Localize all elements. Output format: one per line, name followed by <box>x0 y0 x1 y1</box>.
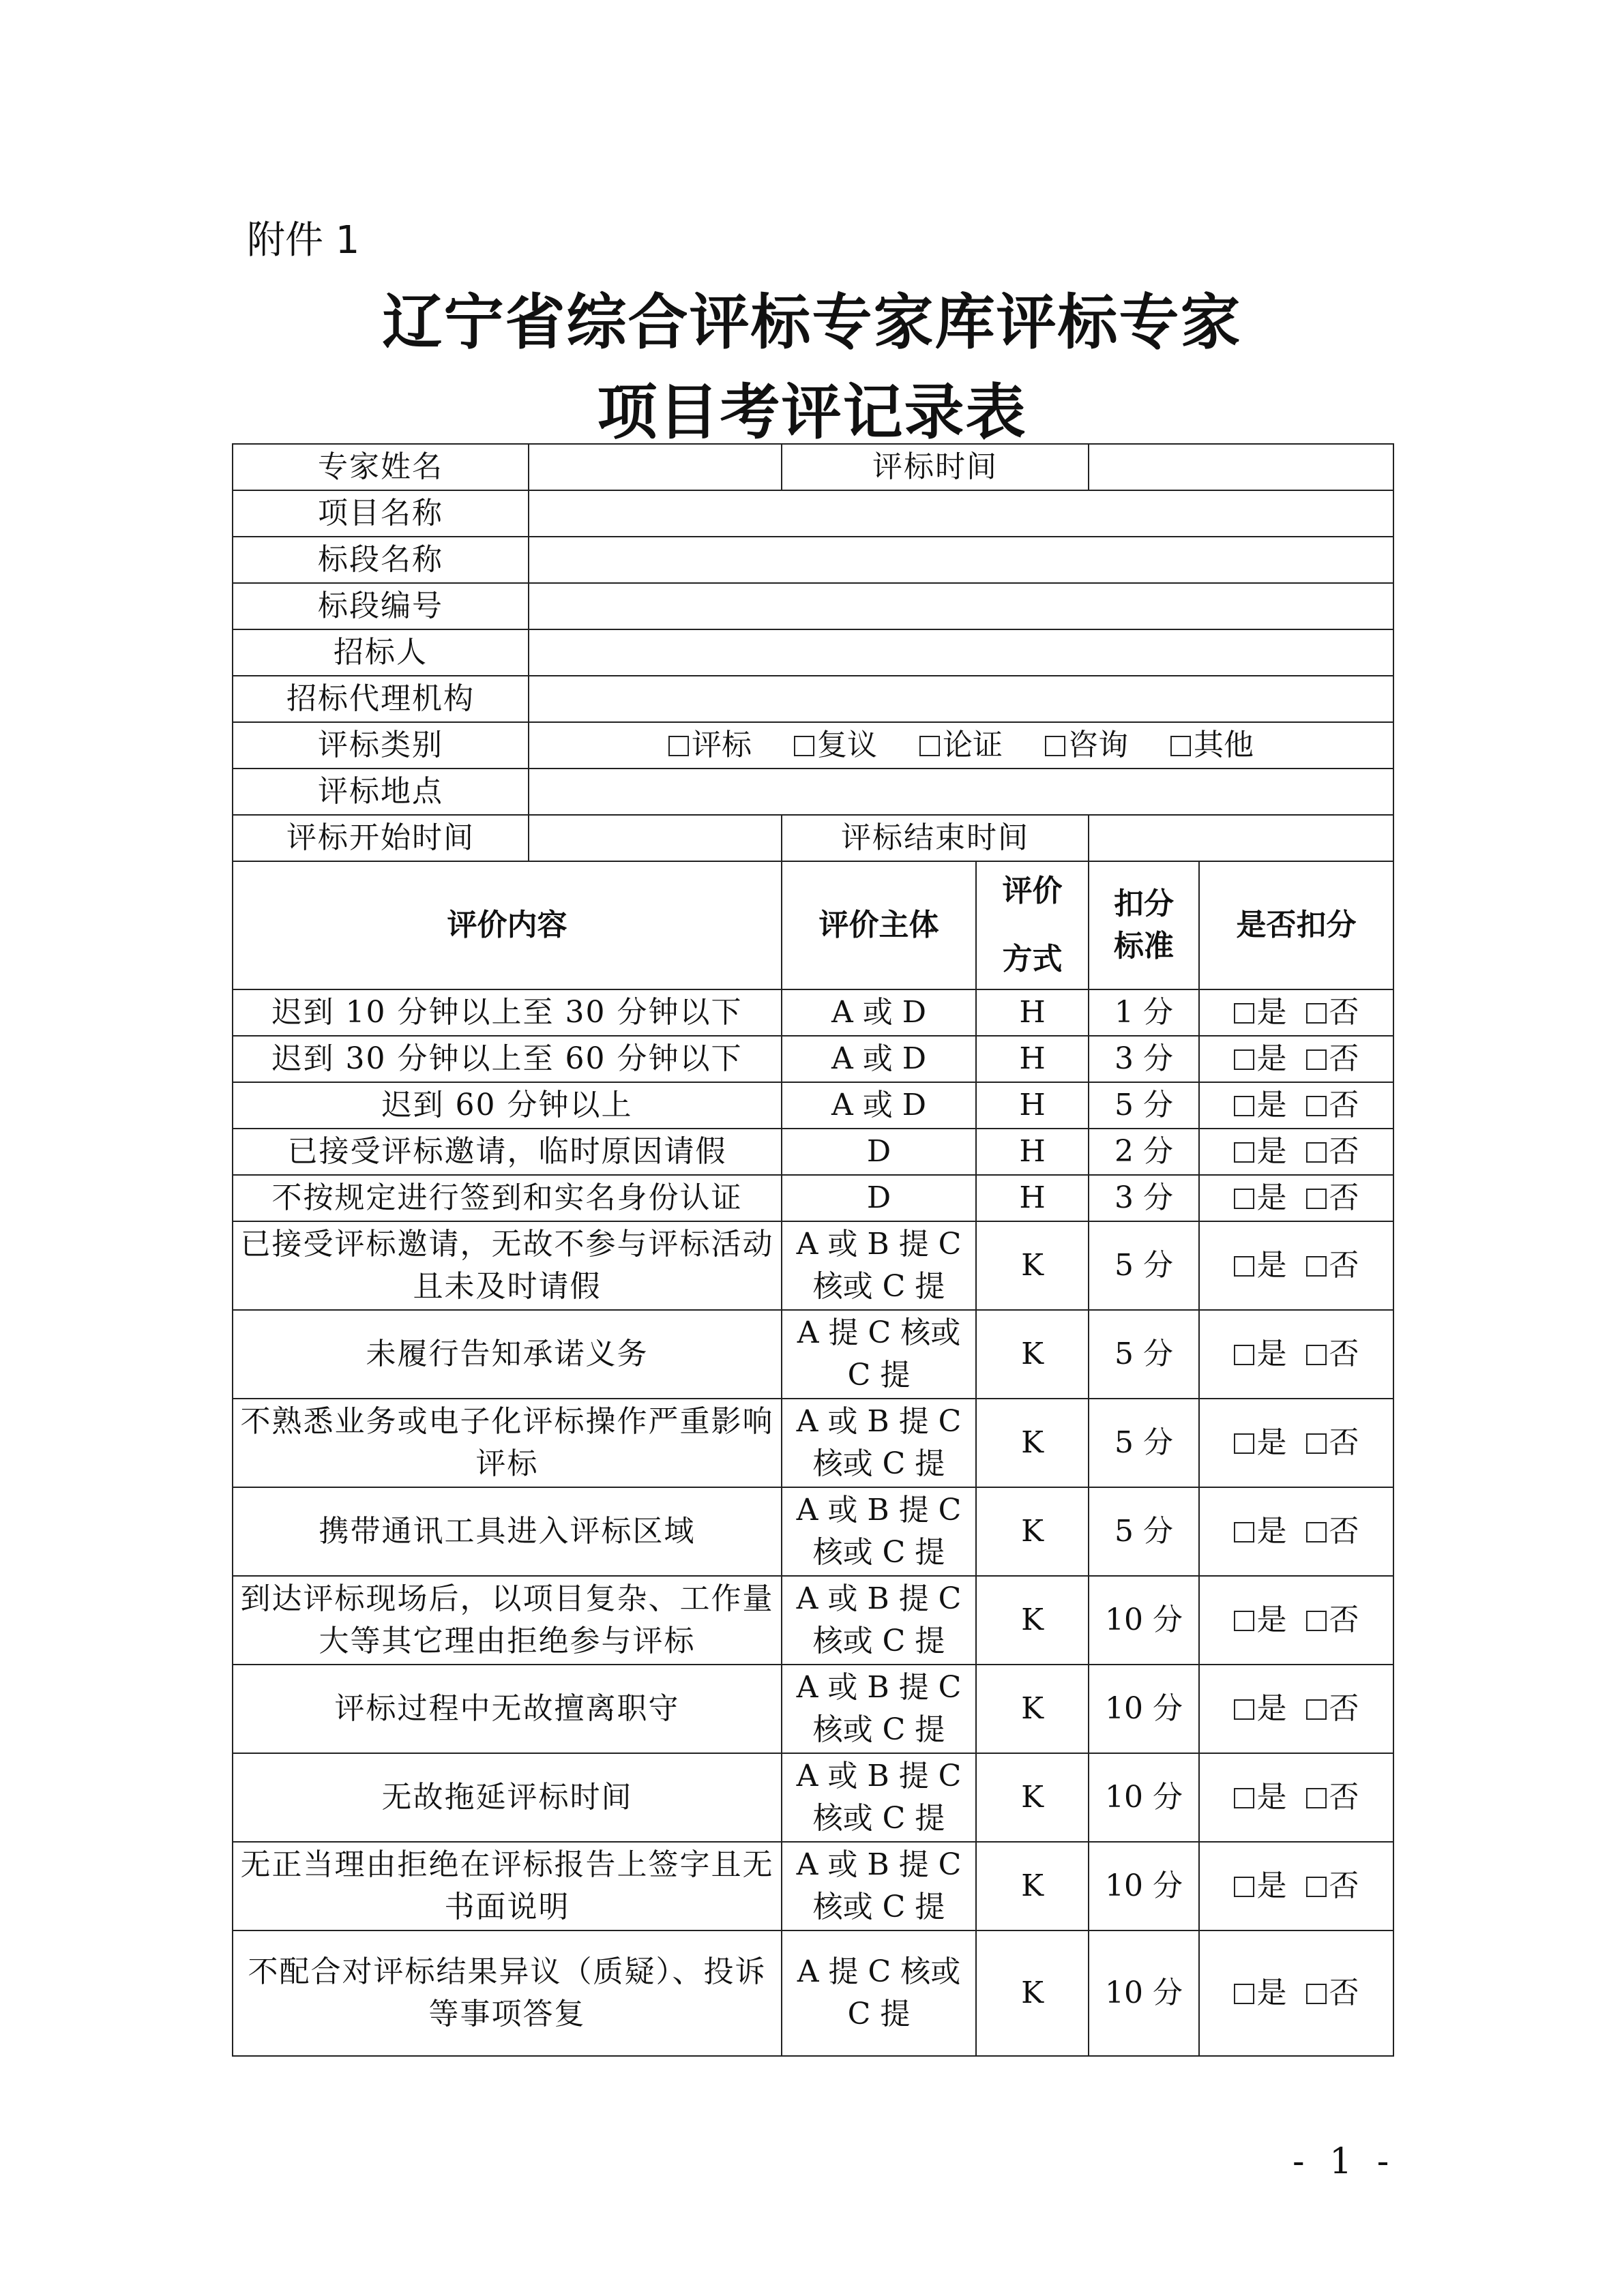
eval-category-label: 评标类别 <box>233 722 529 769</box>
yes-label: 是 <box>1256 1780 1287 1815</box>
row-tenderer <box>233 629 1393 676</box>
header-standard-line2: 标准 <box>1114 929 1174 964</box>
no-label: 否 <box>1329 1780 1359 1815</box>
eval-subject: A 或 D <box>782 1036 976 1082</box>
checkbox-icon[interactable] <box>1170 736 1191 756</box>
no-label: 否 <box>1329 1868 1359 1903</box>
category-option-other[interactable]: 其他 <box>1170 724 1254 766</box>
eval-content: 未履行告知承诺义务 <box>233 1310 782 1399</box>
eval-deducted <box>1199 1129 1393 1175</box>
eval-row <box>233 1576 1393 1665</box>
eval-method: K <box>976 1487 1089 1576</box>
eval-deducted <box>1199 1036 1393 1082</box>
no-label: 否 <box>1329 1976 1359 2010</box>
category-option-reconsider[interactable]: 复议 <box>794 724 877 766</box>
eval-location-field[interactable] <box>529 769 1393 815</box>
eval-row <box>233 1310 1393 1399</box>
checkbox-icon[interactable] <box>1234 1522 1254 1542</box>
eval-time-label: 评标时间 <box>782 444 1089 490</box>
row-section-name <box>233 537 1393 583</box>
yes-label: 是 <box>1256 1041 1287 1076</box>
yes-label: 是 <box>1256 1180 1287 1215</box>
eval-deducted <box>1199 1665 1393 1753</box>
checkbox-icon[interactable] <box>1234 1345 1254 1365</box>
expert-name-label: 专家姓名 <box>233 444 529 490</box>
eval-row <box>233 1129 1393 1175</box>
eval-subject: A 或 D <box>782 989 976 1036</box>
row-project-name <box>233 490 1393 537</box>
eval-points: 10 分 <box>1089 1665 1199 1753</box>
section-number-label: 标段编号 <box>233 583 529 629</box>
eval-points: 2 分 <box>1089 1129 1199 1175</box>
yes-label: 是 <box>1256 1134 1287 1169</box>
eval-subject: A 或 B 提 C 核或 C 提 <box>782 1399 976 1487</box>
category-option-review[interactable]: 评标 <box>668 724 752 766</box>
document-title-line1: 辽宁省综合评标专家库评标专家 <box>382 286 1242 357</box>
checkbox-icon[interactable] <box>668 736 689 756</box>
eval-deducted <box>1199 1221 1393 1310</box>
eval-method: K <box>976 1221 1089 1310</box>
eval-points: 1 分 <box>1089 989 1199 1036</box>
eval-subject: A 或 B 提 C 核或 C 提 <box>782 1487 976 1576</box>
header-method <box>976 861 1089 989</box>
no-label: 否 <box>1329 1180 1359 1215</box>
no-label: 否 <box>1329 1514 1359 1549</box>
yes-label: 是 <box>1256 1691 1287 1726</box>
checkbox-icon[interactable] <box>1306 1433 1327 1454</box>
eval-subject: A 或 B 提 C 核或 C 提 <box>782 1665 976 1753</box>
checkbox-icon[interactable] <box>1306 1788 1327 1808</box>
eval-method: K <box>976 1310 1089 1399</box>
no-label: 否 <box>1329 1425 1359 1460</box>
checkbox-icon[interactable] <box>1306 1096 1327 1116</box>
eval-deducted <box>1199 1175 1393 1221</box>
no-label: 否 <box>1329 1337 1359 1371</box>
attachment-label: 附件 1 <box>247 218 360 263</box>
eval-row <box>233 1665 1393 1753</box>
header-standard <box>1089 861 1199 989</box>
yes-label: 是 <box>1256 1425 1287 1460</box>
yes-label: 是 <box>1256 1514 1287 1549</box>
eval-row <box>233 1753 1393 1842</box>
tenderer-field[interactable] <box>529 629 1393 676</box>
section-number-field[interactable] <box>529 583 1393 629</box>
category-option-consult[interactable]: 咨询 <box>1045 724 1128 766</box>
row-agency <box>233 676 1393 722</box>
eval-row <box>233 1221 1393 1310</box>
expert-name-field[interactable] <box>529 444 782 490</box>
start-time-field[interactable] <box>529 815 782 861</box>
yes-label: 是 <box>1256 1602 1287 1637</box>
checkbox-icon[interactable] <box>919 736 940 756</box>
eval-row <box>233 1930 1393 2056</box>
eval-points: 5 分 <box>1089 1082 1199 1129</box>
checkbox-icon[interactable] <box>1306 1345 1327 1365</box>
eval-method: K <box>976 1665 1089 1753</box>
eval-points: 5 分 <box>1089 1487 1199 1576</box>
checkbox-icon[interactable] <box>1234 1003 1254 1024</box>
checkbox-icon[interactable] <box>1306 1611 1327 1631</box>
eval-subject: A 或 B 提 C 核或 C 提 <box>782 1753 976 1842</box>
eval-deducted <box>1199 1576 1393 1665</box>
checkbox-icon[interactable] <box>1306 1003 1327 1024</box>
checkbox-icon[interactable] <box>1306 1189 1327 1209</box>
eval-subject: A 或 D <box>782 1082 976 1129</box>
eval-subject: A 或 B 提 C 核或 C 提 <box>782 1842 976 1930</box>
yes-label: 是 <box>1256 1868 1287 1903</box>
checkbox-icon[interactable] <box>1234 1189 1254 1209</box>
row-section-number <box>233 583 1393 629</box>
checkbox-icon[interactable] <box>1306 1256 1327 1277</box>
evaluation-record-table <box>232 443 1394 2057</box>
eval-points: 10 分 <box>1089 1930 1199 2056</box>
eval-header-row <box>233 861 1393 989</box>
eval-points: 5 分 <box>1089 1221 1199 1310</box>
header-method-line1: 评价 <box>1002 874 1063 908</box>
checkbox-icon[interactable] <box>1306 1142 1327 1163</box>
eval-points: 5 分 <box>1089 1399 1199 1487</box>
end-time-label: 评标结束时间 <box>782 815 1089 861</box>
checkbox-icon[interactable] <box>1234 1049 1254 1070</box>
eval-row <box>233 989 1393 1036</box>
eval-content: 无正当理由拒绝在评标报告上签字且无书面说明 <box>233 1842 782 1930</box>
eval-content: 迟到 10 分钟以上至 30 分钟以下 <box>233 989 782 1036</box>
eval-content: 已接受评标邀请，无故不参与评标活动且未及时请假 <box>233 1221 782 1310</box>
checkbox-icon[interactable] <box>1045 736 1065 756</box>
no-label: 否 <box>1329 1248 1359 1283</box>
project-name-label: 项目名称 <box>233 490 529 537</box>
header-deducted: 是否扣分 <box>1199 861 1393 989</box>
checkbox-icon[interactable] <box>1234 1788 1254 1808</box>
eval-points: 10 分 <box>1089 1753 1199 1842</box>
checkbox-icon[interactable] <box>794 736 814 756</box>
header-content: 评价内容 <box>233 861 782 989</box>
eval-row <box>233 1036 1393 1082</box>
eval-row <box>233 1842 1393 1930</box>
eval-subject: A 或 B 提 C 核或 C 提 <box>782 1221 976 1310</box>
eval-deducted <box>1199 1399 1393 1487</box>
eval-content: 不按规定进行签到和实名身份认证 <box>233 1175 782 1221</box>
eval-row <box>233 1399 1393 1487</box>
eval-row <box>233 1487 1393 1576</box>
row-eval-category <box>233 722 1393 769</box>
checkbox-icon[interactable] <box>1306 1984 1327 2004</box>
eval-row <box>233 1082 1393 1129</box>
eval-subject: D <box>782 1175 976 1221</box>
eval-method: K <box>976 1399 1089 1487</box>
eval-subject: A 提 C 核或 C 提 <box>782 1310 976 1399</box>
start-time-label: 评标开始时间 <box>233 815 529 861</box>
tenderer-label: 招标人 <box>233 629 529 676</box>
eval-deducted <box>1199 1310 1393 1399</box>
category-option-demonstration[interactable]: 论证 <box>919 724 1003 766</box>
eval-content: 携带通讯工具进入评标区域 <box>233 1487 782 1576</box>
yes-label: 是 <box>1256 1088 1287 1122</box>
eval-content: 评标过程中无故擅离职守 <box>233 1665 782 1753</box>
eval-points: 10 分 <box>1089 1576 1199 1665</box>
eval-method: K <box>976 1930 1089 2056</box>
eval-location-label: 评标地点 <box>233 769 529 815</box>
checkbox-icon[interactable] <box>1234 1096 1254 1116</box>
eval-content: 不配合对评标结果异议（质疑）、投诉等事项答复 <box>233 1930 782 2056</box>
no-label: 否 <box>1329 995 1359 1030</box>
row-eval-location <box>233 769 1393 815</box>
eval-deducted <box>1199 989 1393 1036</box>
eval-points: 10 分 <box>1089 1842 1199 1930</box>
section-name-field[interactable] <box>529 537 1393 583</box>
document-title-line2: 项目考评记录表 <box>597 376 1027 447</box>
eval-method: K <box>976 1842 1089 1930</box>
no-label: 否 <box>1329 1602 1359 1637</box>
eval-deducted <box>1199 1753 1393 1842</box>
no-label: 否 <box>1329 1041 1359 1076</box>
checkbox-icon[interactable] <box>1234 1433 1254 1454</box>
no-label: 否 <box>1329 1088 1359 1122</box>
eval-method: K <box>976 1576 1089 1665</box>
eval-category-options <box>529 722 1393 769</box>
checkbox-icon[interactable] <box>1234 1984 1254 2004</box>
yes-label: 是 <box>1256 1248 1287 1283</box>
eval-rows <box>233 989 1393 2056</box>
section-name-label: 标段名称 <box>233 537 529 583</box>
checkbox-icon[interactable] <box>1234 1142 1254 1163</box>
yes-label: 是 <box>1256 995 1287 1030</box>
eval-subject: A 或 B 提 C 核或 C 提 <box>782 1576 976 1665</box>
checkbox-icon[interactable] <box>1306 1877 1327 1897</box>
agency-field[interactable] <box>529 676 1393 722</box>
eval-content: 迟到 30 分钟以上至 60 分钟以下 <box>233 1036 782 1082</box>
no-label: 否 <box>1329 1691 1359 1726</box>
project-name-field[interactable] <box>529 490 1393 537</box>
yes-label: 是 <box>1256 1337 1287 1371</box>
eval-method: H <box>976 1036 1089 1082</box>
no-label: 否 <box>1329 1134 1359 1169</box>
eval-method: H <box>976 1129 1089 1175</box>
eval-method: H <box>976 989 1089 1036</box>
checkbox-icon[interactable] <box>1234 1699 1254 1720</box>
row-expert-name <box>233 444 1393 490</box>
eval-time-field[interactable] <box>1089 444 1393 490</box>
checkbox-icon[interactable] <box>1234 1256 1254 1277</box>
checkbox-icon[interactable] <box>1234 1611 1254 1631</box>
agency-label: 招标代理机构 <box>233 676 529 722</box>
eval-deducted <box>1199 1487 1393 1576</box>
end-time-field[interactable] <box>1089 815 1393 861</box>
eval-method: K <box>976 1753 1089 1842</box>
eval-deducted <box>1199 1842 1393 1930</box>
eval-subject: D <box>782 1129 976 1175</box>
header-standard-line1: 扣分 <box>1114 886 1174 921</box>
checkbox-icon[interactable] <box>1234 1877 1254 1897</box>
eval-deducted <box>1199 1082 1393 1129</box>
eval-content: 无故拖延评标时间 <box>233 1753 782 1842</box>
eval-points: 3 分 <box>1089 1175 1199 1221</box>
eval-content: 迟到 60 分钟以上 <box>233 1082 782 1129</box>
page-number: - 1 - <box>1293 2141 1396 2182</box>
eval-points: 5 分 <box>1089 1310 1199 1399</box>
eval-row <box>233 1175 1393 1221</box>
checkbox-icon[interactable] <box>1306 1522 1327 1542</box>
checkbox-icon[interactable] <box>1306 1699 1327 1720</box>
eval-content: 到达评标现场后，以项目复杂、工作量大等其它理由拒绝参与评标 <box>233 1576 782 1665</box>
checkbox-icon[interactable] <box>1306 1049 1327 1070</box>
eval-content: 已接受评标邀请，临时原因请假 <box>233 1129 782 1175</box>
header-method-line2: 方式 <box>1002 942 1063 976</box>
row-eval-times <box>233 815 1393 861</box>
eval-content: 不熟悉业务或电子化评标操作严重影响评标 <box>233 1399 782 1487</box>
eval-method: H <box>976 1082 1089 1129</box>
header-subject: 评价主体 <box>782 861 976 989</box>
yes-label: 是 <box>1256 1976 1287 2010</box>
eval-subject: A 提 C 核或 C 提 <box>782 1930 976 2056</box>
eval-points: 3 分 <box>1089 1036 1199 1082</box>
eval-method: H <box>976 1175 1089 1221</box>
eval-deducted <box>1199 1930 1393 2056</box>
